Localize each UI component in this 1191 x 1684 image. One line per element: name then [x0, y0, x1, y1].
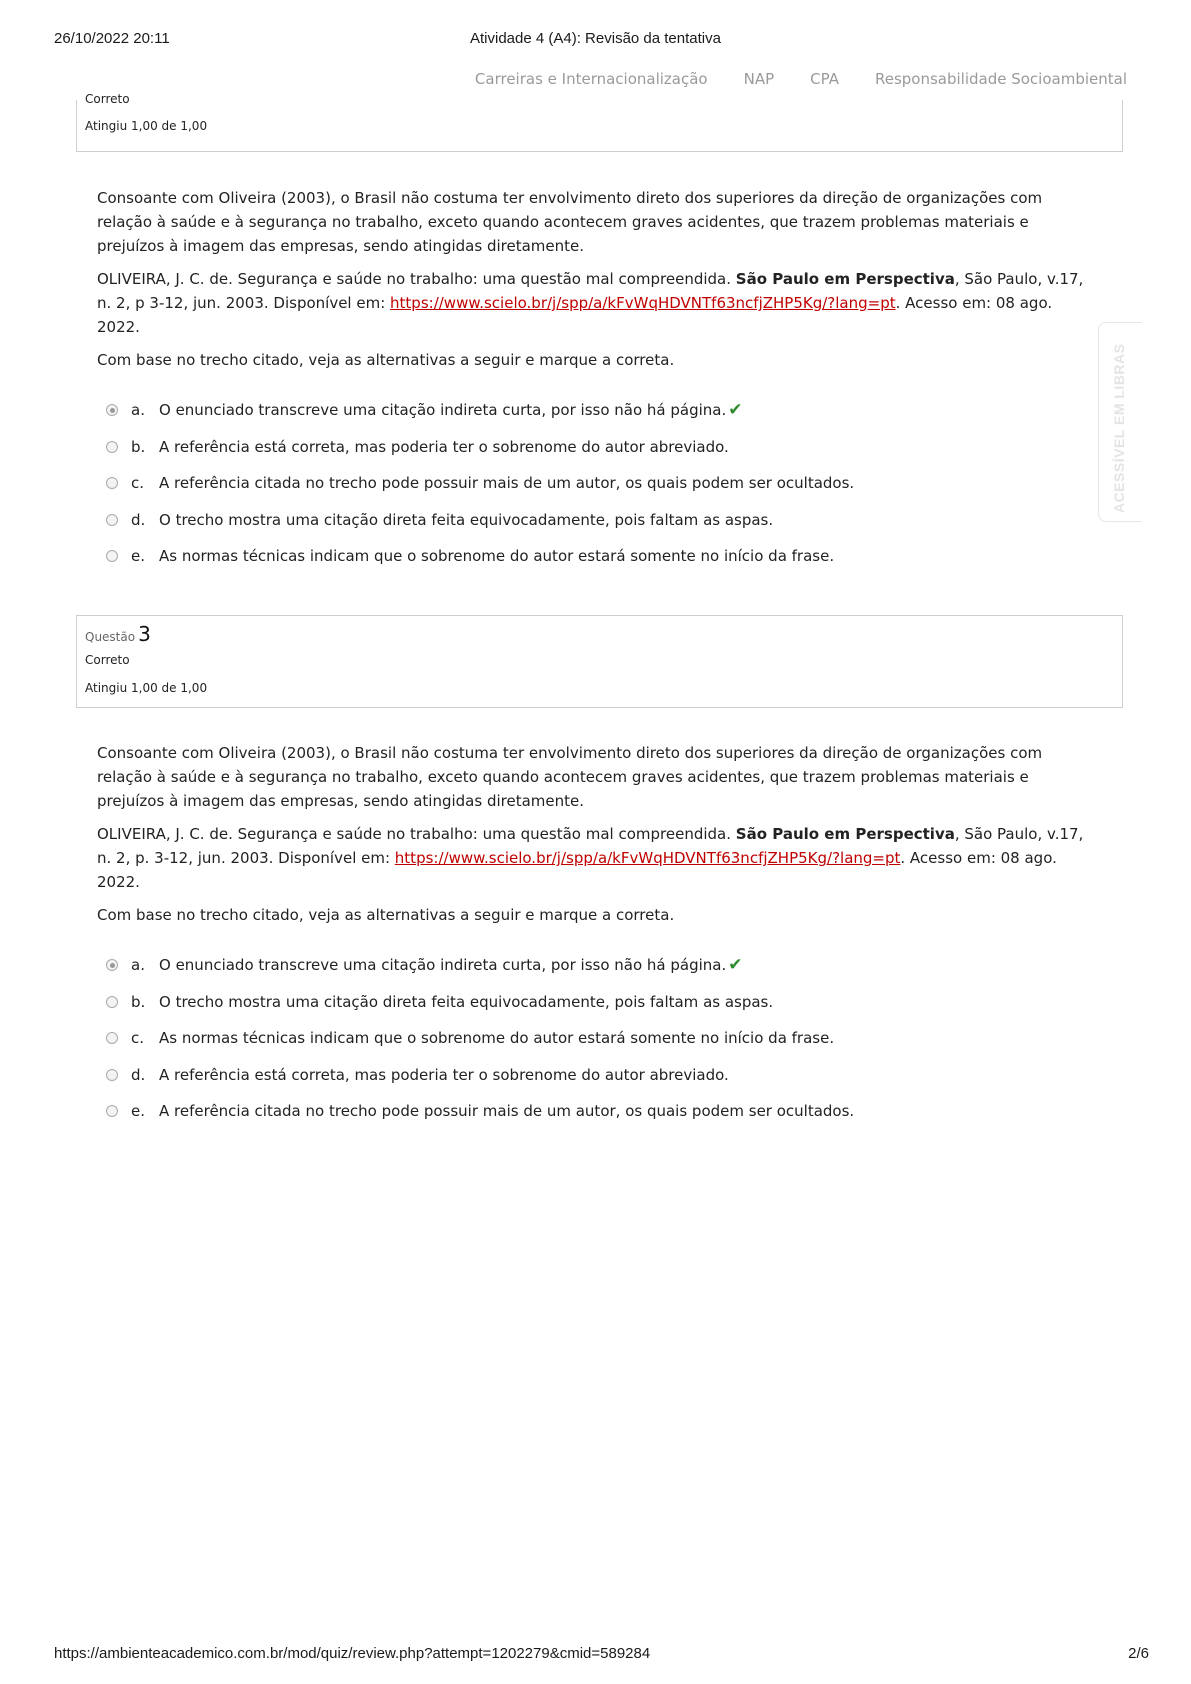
- question-2-content: [97, 186, 1097, 575]
- nav-item-cpa[interactable]: CPA: [810, 70, 839, 88]
- reference-link[interactable]: https://www.scielo.br/j/spp/a/kFvWqHDVNTf63ncfjZHP5Kg/?lang=pt: [394, 849, 901, 867]
- option-letter: b.: [131, 437, 146, 456]
- question-2-option-b[interactable]: [97, 429, 1097, 466]
- question-2-info-box: [76, 92, 1123, 152]
- reference-journal: São Paulo em Perspectiva: [735, 825, 955, 843]
- reference-prefix: OLIVEIRA, J. C. de. Segurança e saúde no trabalho: uma questão mal compreendida.: [97, 270, 736, 288]
- option-letter: b.: [131, 992, 146, 1011]
- question-label: Questão: [85, 630, 136, 644]
- question-2-option-c[interactable]: [97, 465, 1097, 502]
- question-3-status: Correto: [85, 653, 130, 667]
- radio-icon[interactable]: [106, 1105, 118, 1117]
- option-text: A referência está correta, mas poderia ter o sobrenome do autor abreviado.: [159, 437, 729, 456]
- question-2-options: [97, 392, 1097, 575]
- question-number: 3: [138, 622, 151, 646]
- option-text: As normas técnicas indicam que o sobrenome do autor estará somente no início da frase.: [159, 1029, 835, 1048]
- question-3-options: [97, 947, 1097, 1130]
- question-3-option-b[interactable]: [97, 984, 1097, 1021]
- question-2-prompt: Com base no trecho citado, veja as alternativas a seguir e marque a correta.: [97, 351, 675, 369]
- print-page-number: 2/6: [1128, 1645, 1149, 1662]
- radio-icon[interactable]: [106, 550, 118, 562]
- top-navigation: [475, 70, 1127, 88]
- option-text: O enunciado transcreve uma citação indireta curta, por isso não há página.: [159, 956, 727, 975]
- option-letter: a.: [131, 956, 145, 975]
- question-2-reference: [97, 267, 1097, 339]
- option-letter: e.: [131, 1102, 145, 1121]
- option-letter: d.: [131, 1065, 146, 1084]
- reference-access: . Acesso em: 08 ago. 2022.: [97, 294, 1053, 336]
- question-3-grade: Atingiu 1,00 de 1,00: [85, 681, 208, 695]
- libras-label: ACESSÍVEL EM LIBRAS: [1111, 343, 1127, 513]
- radio-icon[interactable]: [106, 996, 118, 1008]
- question-3-info-box: [76, 615, 1123, 708]
- question-2-grade: Atingiu 1,00 de 1,00: [85, 119, 208, 133]
- question-3-heading: [85, 622, 151, 646]
- question-3-paragraph: Consoante com Oliveira (2003), o Brasil não costuma ter envolvimento direto dos superiores da direção de organizações com relação à saúde e à segurança no trabalho, exceto quando acontecem graves acidentes, que trazem problemas materiais e prejuízos à imagem das empresas, sendo atingidas diretamente.: [97, 744, 1043, 810]
- option-text: A referência citada no trecho pode possuir mais de um autor, os quais podem ser ocultados.: [159, 1102, 855, 1121]
- radio-icon[interactable]: [106, 1069, 118, 1081]
- radio-icon[interactable]: [106, 1032, 118, 1044]
- question-2-status: Correto: [85, 92, 130, 106]
- question-3-reference: [97, 822, 1097, 894]
- question-2-option-a[interactable]: [97, 392, 1097, 429]
- print-date: 26/10/2022 20:11: [54, 30, 170, 47]
- question-3-option-d[interactable]: [97, 1057, 1097, 1094]
- option-text: O trecho mostra uma citação direta feita equivocadamente, pois faltam as aspas.: [159, 510, 774, 529]
- radio-icon[interactable]: [106, 441, 118, 453]
- print-footer-url: https://ambienteacademico.com.br/mod/quiz/review.php?attempt=1202279&cmid=589284: [54, 1645, 651, 1662]
- radio-selected-icon[interactable]: [106, 959, 118, 971]
- nav-item-carreiras[interactable]: Carreiras e Internacionalização: [474, 70, 708, 88]
- option-letter: e.: [131, 547, 145, 566]
- nav-item-responsabilidade[interactable]: Responsabilidade Socioambiental: [874, 70, 1127, 88]
- radio-icon[interactable]: [106, 477, 118, 489]
- option-text: O trecho mostra uma citação direta feita equivocadamente, pois faltam as aspas.: [159, 992, 774, 1011]
- reference-details: , São Paulo, v.17, n. 2, p 3-12, jun. 2003. Disponível em:: [97, 270, 1084, 312]
- option-text: A referência citada no trecho pode possuir mais de um autor, os quais podem ser ocultados.: [159, 474, 855, 493]
- option-text: A referência está correta, mas poderia ter o sobrenome do autor abreviado.: [159, 1065, 729, 1084]
- question-2-option-d[interactable]: [97, 502, 1097, 539]
- question-2-paragraph: Consoante com Oliveira (2003), o Brasil não costuma ter envolvimento direto dos superiores da direção de organizações com relação à saúde e à segurança no trabalho, exceto quando acontecem graves acidentes, que trazem problemas materiais e prejuízos à imagem das empresas, sendo atingidas diretamente.: [97, 189, 1043, 255]
- question-2-option-e[interactable]: [97, 538, 1097, 575]
- question-3-option-a[interactable]: [97, 947, 1097, 984]
- question-3-option-c[interactable]: [97, 1020, 1097, 1057]
- option-letter: c.: [131, 474, 145, 493]
- reference-access: . Acesso em: 08 ago. 2022.: [97, 849, 1057, 891]
- print-page-title: Atividade 4 (A4): Revisão da tentativa: [470, 30, 721, 47]
- option-letter: a.: [131, 401, 145, 420]
- reference-journal: São Paulo em Perspectiva: [735, 270, 955, 288]
- option-text: As normas técnicas indicam que o sobrenome do autor estará somente no início da frase.: [159, 547, 835, 566]
- option-letter: d.: [131, 510, 146, 529]
- question-3-prompt: Com base no trecho citado, veja as alternativas a seguir e marque a correta.: [97, 906, 675, 924]
- radio-icon[interactable]: [106, 514, 118, 526]
- question-3-option-e[interactable]: [97, 1093, 1097, 1130]
- correct-check-icon: ✔: [728, 400, 743, 421]
- libras-accessibility-tab[interactable]: [1098, 322, 1142, 522]
- radio-selected-icon[interactable]: [106, 404, 118, 416]
- option-text: O enunciado transcreve uma citação indireta curta, por isso não há página.: [159, 401, 727, 420]
- correct-check-icon: ✔: [728, 955, 743, 976]
- reference-prefix: OLIVEIRA, J. C. de. Segurança e saúde no trabalho: uma questão mal compreendida.: [97, 825, 736, 843]
- reference-link[interactable]: https://www.scielo.br/j/spp/a/kFvWqHDVNTf63ncfjZHP5Kg/?lang=pt: [390, 294, 896, 312]
- nav-item-nap[interactable]: NAP: [743, 70, 775, 88]
- question-3-content: [97, 741, 1097, 1130]
- option-letter: c.: [131, 1029, 145, 1048]
- reference-details: , São Paulo, v.17, n. 2, p. 3-12, jun. 2003. Disponível em:: [97, 825, 1084, 867]
